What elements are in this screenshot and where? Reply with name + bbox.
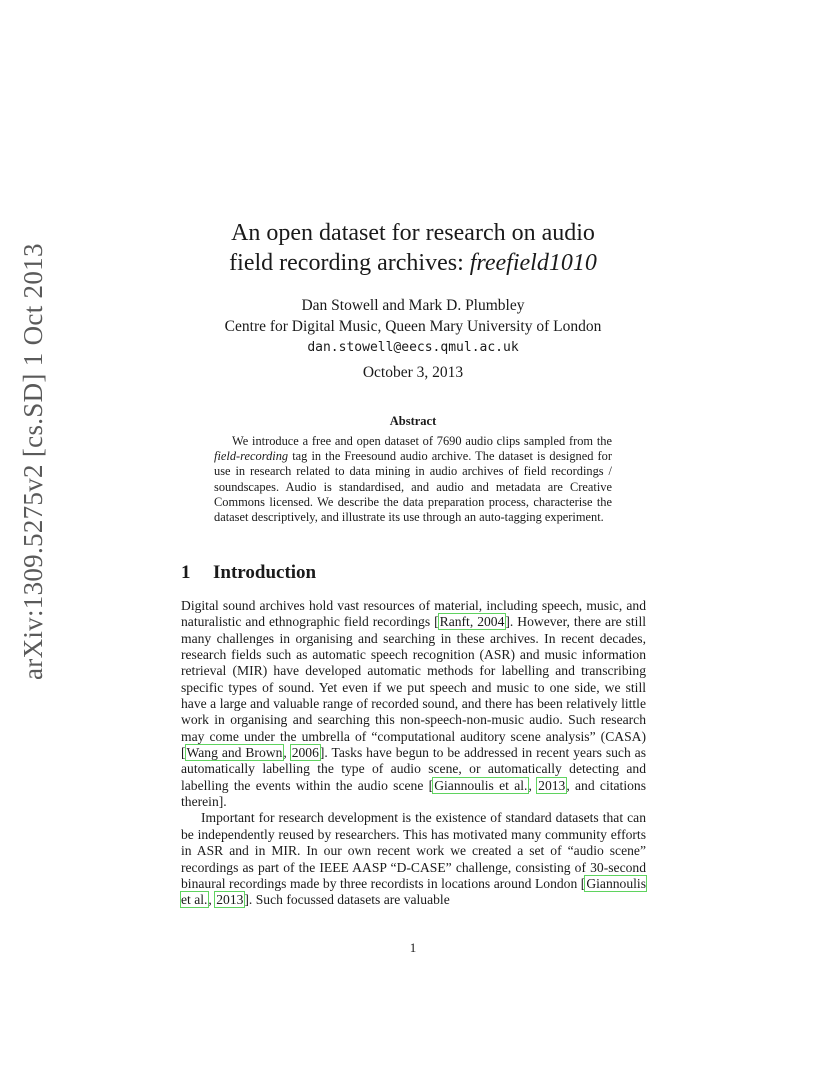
title-dataset-name: freefield1010 [469,250,597,276]
para1-text: ]. Tasks have begun to be addressed in recent years such as automatically labelling the type of audio scene, or automatically detecting and labelling the events within the audio scene [ [181,745,646,793]
citation-link[interactable]: Giannoulis et al. [181,875,646,908]
arxiv-identifier: arXiv:1309.5275v2 [cs.SD] 1 Oct 2013 [18,243,48,680]
section-title: Introduction [213,562,317,583]
citation-link[interactable]: 2013 [538,777,566,793]
title-line-1: An open dataset for research on audio [231,220,595,246]
page-number: 1 [409,940,417,955]
citation-link[interactable]: 2013 [216,892,244,908]
citation-link[interactable]: 2006 [291,745,319,761]
author-email: dan.stowell@eecs.qmul.ac.uk [307,340,519,355]
abstract-text-part-b: tag in the Freesound audio archive. The dataset is designed for use in research related to data mining in audio archives of field recordings / soundscapes. Audio is standardised, and audio and metadata are Creative Commons licensed. We describe the data preparation process, characterise the dataset descriptively, and illustrate its use through an auto-tagging experiment. [214,449,612,525]
para1-text: , and citations therein]. [181,777,646,810]
para1-text: Digital sound archives hold vast resources of material, including speech, music, and naturalistic and ethnographic field recordings [ [181,598,646,630]
section-number: 1 [181,562,191,583]
abstract-text-italic: field-recording [214,449,289,464]
author-block [160,295,666,358]
citation-link[interactable]: Giannoulis et al. [434,777,528,793]
body-text [181,598,646,909]
citation-link[interactable]: Ranft, 2004 [439,614,505,630]
paragraph-1 [181,598,646,810]
paragraph-2 [181,810,646,908]
para1-text: , [528,777,538,793]
section-heading [181,562,316,584]
abstract-text [214,434,612,525]
para2-text: Important for research development is the existence of standard datasets that can be independently reused by researchers. This has motivated many community efforts in ASR and in MIR. In our own recent work we created a set of “audio scene” recordings as part of the IEEE AASP “D-CASE” challenge, consisting of 30-second binaural recordings made by three recordists in locations around London [ [181,810,646,891]
para1-text: , [283,745,291,761]
citation-link[interactable]: Wang and Brown [186,745,283,761]
title-line-2-prefix: field recording archives: [229,250,470,276]
abstract-heading: Abstract [389,414,437,428]
title-line-2 [160,248,666,278]
abstract-text-part-a: We introduce a free and open dataset of 7690 audio clips sampled from the [232,434,612,448]
paper-date: October 3, 2013 [362,364,464,381]
paper-title [160,218,666,278]
para2-text: , [208,892,216,908]
author-names: Dan Stowell and Mark D. Plumbley [301,297,525,314]
para1-text: ]. However, there are still many challenges in organising and searching in these archives. In recent decades, research fields such as automatic speech recognition (ASR) and music information retrieval (MIR) have developed automatic methods for labelling and transcribing specific types of sound. Yet even if we put speech and music to one side, we still have a large and valuable range of recorded sound, and there has been relatively little work in organising and searching this non-speech-non-music audio. Such research may come under the umbrella of “computational auditory scene analysis” (CASA) [ [181,614,647,761]
para2-text: ]. Such focussed datasets are valuable [244,892,450,908]
author-affiliation: Centre for Digital Music, Queen Mary University of London [224,318,602,335]
